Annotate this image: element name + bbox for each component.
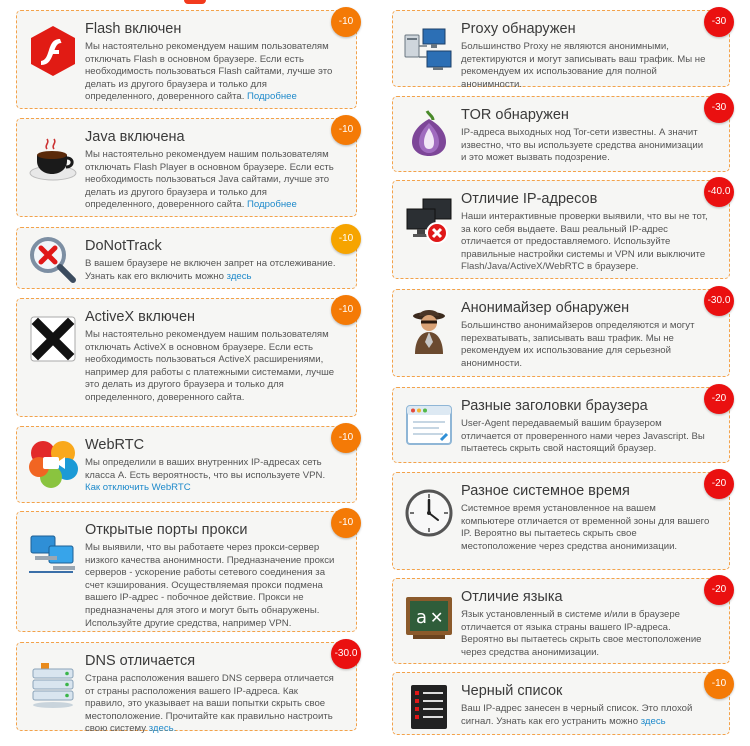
svg-text:a: a	[416, 607, 428, 628]
blacklist-icon	[403, 681, 455, 733]
configure-here-link[interactable]: здесь.	[148, 723, 177, 735]
check-language	[392, 578, 730, 664]
webrtc-icon	[27, 437, 79, 489]
check-title: TOR обнаружен	[461, 107, 569, 123]
check-description: Ваш IP-адрес занесен в черный список. Это плохой сигнал. Узнать как его устранить можно здесь	[461, 703, 693, 727]
check-description: Большинство Proxy не являются анонимными, детектируются и могут записывать ваш трафик. Мы не рекомендуем их использование для полной анонимности.	[461, 41, 706, 90]
disable-webrtc-link[interactable]: Как отключить WebRTC	[85, 482, 191, 494]
score-badge: -30	[704, 7, 734, 37]
check-title: Разные заголовки браузера	[461, 398, 648, 414]
score-badge: -10	[331, 508, 361, 538]
check-title: WebRTC	[85, 437, 145, 453]
check-description: Большинство анонимайзеров определяются и могут перехватывать, записывать ваш трафик. Мы не рекомендуем их использование для серьезной анонимности.	[461, 320, 695, 369]
check-title: DoNotTrack	[85, 238, 162, 254]
check-title: DNS отличается	[85, 653, 196, 669]
check-title: ActiveX включен	[85, 309, 196, 325]
score-badge: -10	[331, 423, 361, 453]
magnifier-x-icon	[27, 234, 79, 286]
check-system-time	[392, 472, 730, 570]
score-badge: -20	[704, 575, 734, 605]
score-badge: -20	[704, 469, 734, 499]
more-link[interactable]: Подробнее	[247, 91, 297, 103]
score-badge: -10	[331, 224, 361, 254]
check-description: Язык установленный в системе и/или в браузере отличается от языка страны вашего IP-адреса. Вероятно вы пытаетесь скрыть свое местоположение через средства анонимизации.	[461, 609, 702, 658]
check-title: Отличие IP-адресов	[461, 191, 598, 207]
score-badge: -10	[331, 7, 361, 37]
flash-icon	[27, 25, 79, 77]
check-tor	[392, 96, 730, 172]
check-browser-headers	[392, 387, 730, 463]
score-badge: -30	[704, 93, 734, 123]
score-badge: -20	[704, 384, 734, 414]
check-title: Proxy обнаружен	[461, 21, 576, 37]
java-cup-icon	[27, 133, 79, 185]
check-ip-mismatch	[392, 180, 730, 279]
check-blacklist	[392, 672, 730, 735]
more-link[interactable]: Подробнее	[247, 199, 297, 211]
check-description: User-Agent передаваемый вашим браузером отличается от проверенного нами через Javascript. Вы пытаетесь скрыть свой настоящий браузер.	[461, 418, 705, 455]
check-title: Разное системное время	[461, 483, 630, 499]
check-title: Анонимайзер обнаружен	[461, 300, 630, 316]
check-title: Flash включен	[85, 21, 182, 37]
check-anonymizer	[392, 289, 730, 377]
check-description: Мы настоятельно рекомендуем нашим пользователям отключать ActiveX в основном браузере. Если есть необходимость пользоваться ActiveX расширениями, например для работы с платежными системами, лучше это делать из другого браузера и только для определенного, доверенного сайта.	[85, 329, 335, 403]
clock-icon	[403, 487, 455, 539]
proxy-computers-icon	[403, 21, 455, 73]
score-badge: -30.0	[331, 639, 361, 669]
check-description: Системное время установленное на вашем компьютере отличается от временной зоны для вашего IP. Вероятно вы пытаетесь скрыть свое местоположение через средства анонимизации.	[461, 503, 710, 552]
check-description: Страна расположения вашего DNS сервера отличается от страны расположения вашего IP-адреса. Как правило, это указывает на ваши попытки скрыть свое местоположение. Прочитайте как правильно настроить свою систему здесь.	[85, 673, 334, 735]
check-description: Наши интерактивные проверки выявили, что вы не тот, за кого себя выдаете. Ваш реальный IP-адрес отличается от предоставляемого. Используйте правильные настройки системы и VPN или выключите Flash/Java/ActiveX/WebRTC в браузере.	[461, 211, 708, 273]
check-title: Открытые порты прокси	[85, 522, 248, 538]
network-computers-icon	[27, 526, 79, 578]
check-proxy	[392, 10, 730, 90]
score-badge: -10	[331, 115, 361, 145]
check-description: Мы определили в ваших внутренних IP-адресах сеть класса А. Есть вероятность, что вы используете VPN. Как отключить WebRTC	[85, 457, 326, 494]
score-badge: -30.0	[704, 286, 734, 316]
translate-board-icon	[403, 591, 455, 643]
check-flash	[16, 10, 357, 109]
score-badge: -10	[704, 669, 734, 699]
check-title: Java включена	[85, 129, 185, 145]
check-description: IP-адреса выходных нод Tor-сети известны. А значит известно, что вы используете средства анонимизации и это может вызвать подозрение.	[461, 127, 704, 164]
activex-icon	[27, 313, 79, 365]
enable-here-link[interactable]: здесь	[226, 270, 252, 282]
browser-window-icon	[403, 400, 455, 452]
check-donottrack	[16, 227, 357, 289]
dns-server-icon	[27, 659, 79, 711]
ip-mismatch-icon	[403, 195, 455, 247]
spy-agent-icon	[403, 304, 455, 356]
check-title: Черный список	[461, 683, 563, 699]
score-badge: -40.0	[704, 177, 734, 207]
score-badge: -10	[331, 295, 361, 325]
check-title: Отличие языка	[461, 589, 563, 605]
check-description: Мы настоятельно рекомендуем нашим пользователям отключать Flash Player в основном браузере. Если есть необходимость пользоваться Java сайтами, лучше это делать из другого браузера и только для определенного, доверенного сайта. Подробнее	[85, 149, 334, 211]
check-java	[16, 118, 357, 217]
check-proxy-ports	[16, 511, 357, 632]
check-description: В вашем браузере не включен запрет на отслеживание. Узнать как его включить можно здесь	[85, 258, 336, 282]
check-description: Мы выявили, что вы работаете через прокси-сервер низкого качества анонимности. Предназначение прокси серверов - ускорение работы сетевого соединения за счет кэширования. Осуществляемая прокси подмена вашего IP-адрес - побочное действие. Прокси не предназначены для этого и могут быть обнаружены. Используйте другие средства, например VPN.	[85, 542, 335, 629]
check-description: Мы настоятельно рекомендуем нашим пользователям отключать Flash в основном браузере. Если есть необходимость пользоваться Flash сайтами, лучше это делать из другого браузера и только для определенного, доверенного сайта. Подробнее	[85, 41, 333, 103]
check-webrtc	[16, 426, 357, 503]
tor-onion-icon	[403, 107, 455, 159]
check-activex	[16, 298, 357, 417]
fix-here-link[interactable]: здесь	[640, 715, 666, 727]
svg-text:✕: ✕	[430, 608, 444, 627]
top-accent-bar	[184, 0, 206, 4]
check-dns	[16, 642, 358, 735]
